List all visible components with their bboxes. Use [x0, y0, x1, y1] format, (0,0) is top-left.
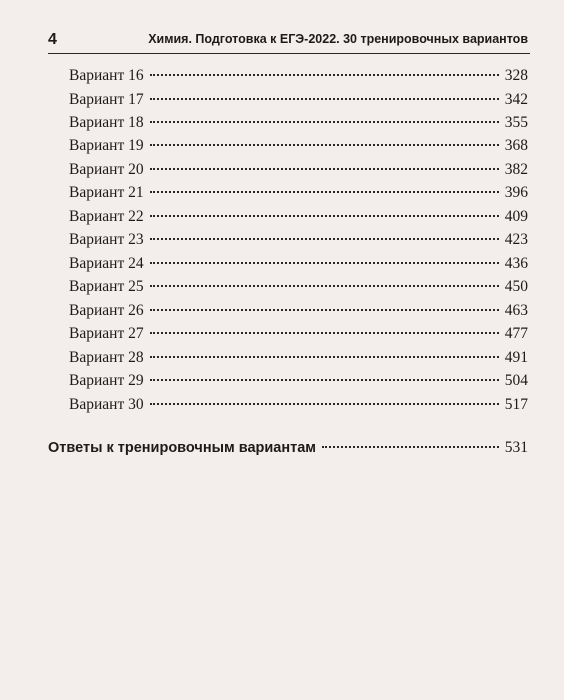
toc-entry-page: 491 — [504, 349, 528, 366]
toc-entry-page: 531 — [504, 439, 528, 456]
toc-entry-answers[interactable] — [48, 436, 528, 460]
toc-entry-page: 342 — [504, 91, 528, 108]
dot-leader — [150, 378, 499, 381]
toc-entry-variant-20[interactable] — [69, 158, 528, 182]
toc-entry-label: Вариант 16 — [69, 67, 144, 84]
toc-entry-variant-17[interactable] — [69, 88, 528, 112]
toc-entry-label: Вариант 25 — [69, 278, 144, 295]
dot-leader — [150, 190, 499, 193]
toc-entry-label: Ответы к тренировочным вариантам — [48, 440, 316, 456]
dot-leader — [150, 237, 499, 240]
toc-entry-page: 423 — [504, 231, 528, 248]
running-title: Химия. Подготовка к ЕГЭ-2022. 30 тренировочных вариантов — [148, 32, 528, 46]
toc-entry-variant-25[interactable] — [69, 275, 528, 299]
toc-entry-page: 328 — [504, 67, 528, 84]
toc-entry-label: Вариант 27 — [69, 325, 144, 342]
toc-entry-label: Вариант 26 — [69, 302, 144, 319]
dot-leader — [150, 261, 499, 264]
toc-entry-label: Вариант 21 — [69, 184, 144, 201]
toc-entry-page: 450 — [504, 278, 528, 295]
toc-entry-page: 368 — [504, 137, 528, 154]
toc-entry-label: Вариант 29 — [69, 372, 144, 389]
toc-entry-variant-21[interactable] — [69, 181, 528, 205]
dot-leader — [150, 143, 499, 146]
toc-entry-variant-29[interactable] — [69, 369, 528, 393]
toc-entry-page: 396 — [504, 184, 528, 201]
toc-entry-variant-27[interactable] — [69, 322, 528, 346]
dot-leader — [150, 167, 499, 170]
toc-entry-variant-28[interactable] — [69, 346, 528, 370]
toc-entry-label: Вариант 18 — [69, 114, 144, 131]
toc-entry-label: Вариант 24 — [69, 255, 144, 272]
toc-entry-variant-26[interactable] — [69, 299, 528, 323]
dot-leader — [322, 445, 499, 448]
toc-entry-variant-22[interactable] — [69, 205, 528, 229]
dot-leader — [150, 402, 499, 405]
dot-leader — [150, 73, 499, 76]
toc-entry-variant-16[interactable] — [69, 64, 528, 88]
toc-entry-label: Вариант 22 — [69, 208, 144, 225]
toc-entry-label: Вариант 20 — [69, 161, 144, 178]
toc-entry-variant-18[interactable] — [69, 111, 528, 135]
dot-leader — [150, 331, 499, 334]
toc-entry-page: 517 — [504, 396, 528, 413]
dot-leader — [150, 308, 499, 311]
toc-entry-variant-23[interactable] — [69, 228, 528, 252]
dot-leader — [150, 97, 499, 100]
toc-entry-variant-30[interactable] — [69, 393, 528, 417]
dot-leader — [150, 355, 499, 358]
toc-entry-page: 436 — [504, 255, 528, 272]
dot-leader — [150, 214, 499, 217]
toc-entry-label: Вариант 23 — [69, 231, 144, 248]
toc-entry-label: Вариант 17 — [69, 91, 144, 108]
toc-entry-label: Вариант 28 — [69, 349, 144, 366]
dot-leader — [150, 120, 499, 123]
toc-entry-page: 463 — [504, 302, 528, 319]
toc-entry-page: 504 — [504, 372, 528, 389]
toc-entry-page: 477 — [504, 325, 528, 342]
page-number: 4 — [48, 31, 57, 48]
dot-leader — [150, 284, 499, 287]
toc-entry-variant-19[interactable] — [69, 134, 528, 158]
toc-entry-page: 382 — [504, 161, 528, 178]
toc-entry-page: 409 — [504, 208, 528, 225]
toc-entry-label: Вариант 19 — [69, 137, 144, 154]
toc-entry-page: 355 — [504, 114, 528, 131]
toc-entry-label: Вариант 30 — [69, 396, 144, 413]
toc-entry-variant-24[interactable] — [69, 252, 528, 276]
